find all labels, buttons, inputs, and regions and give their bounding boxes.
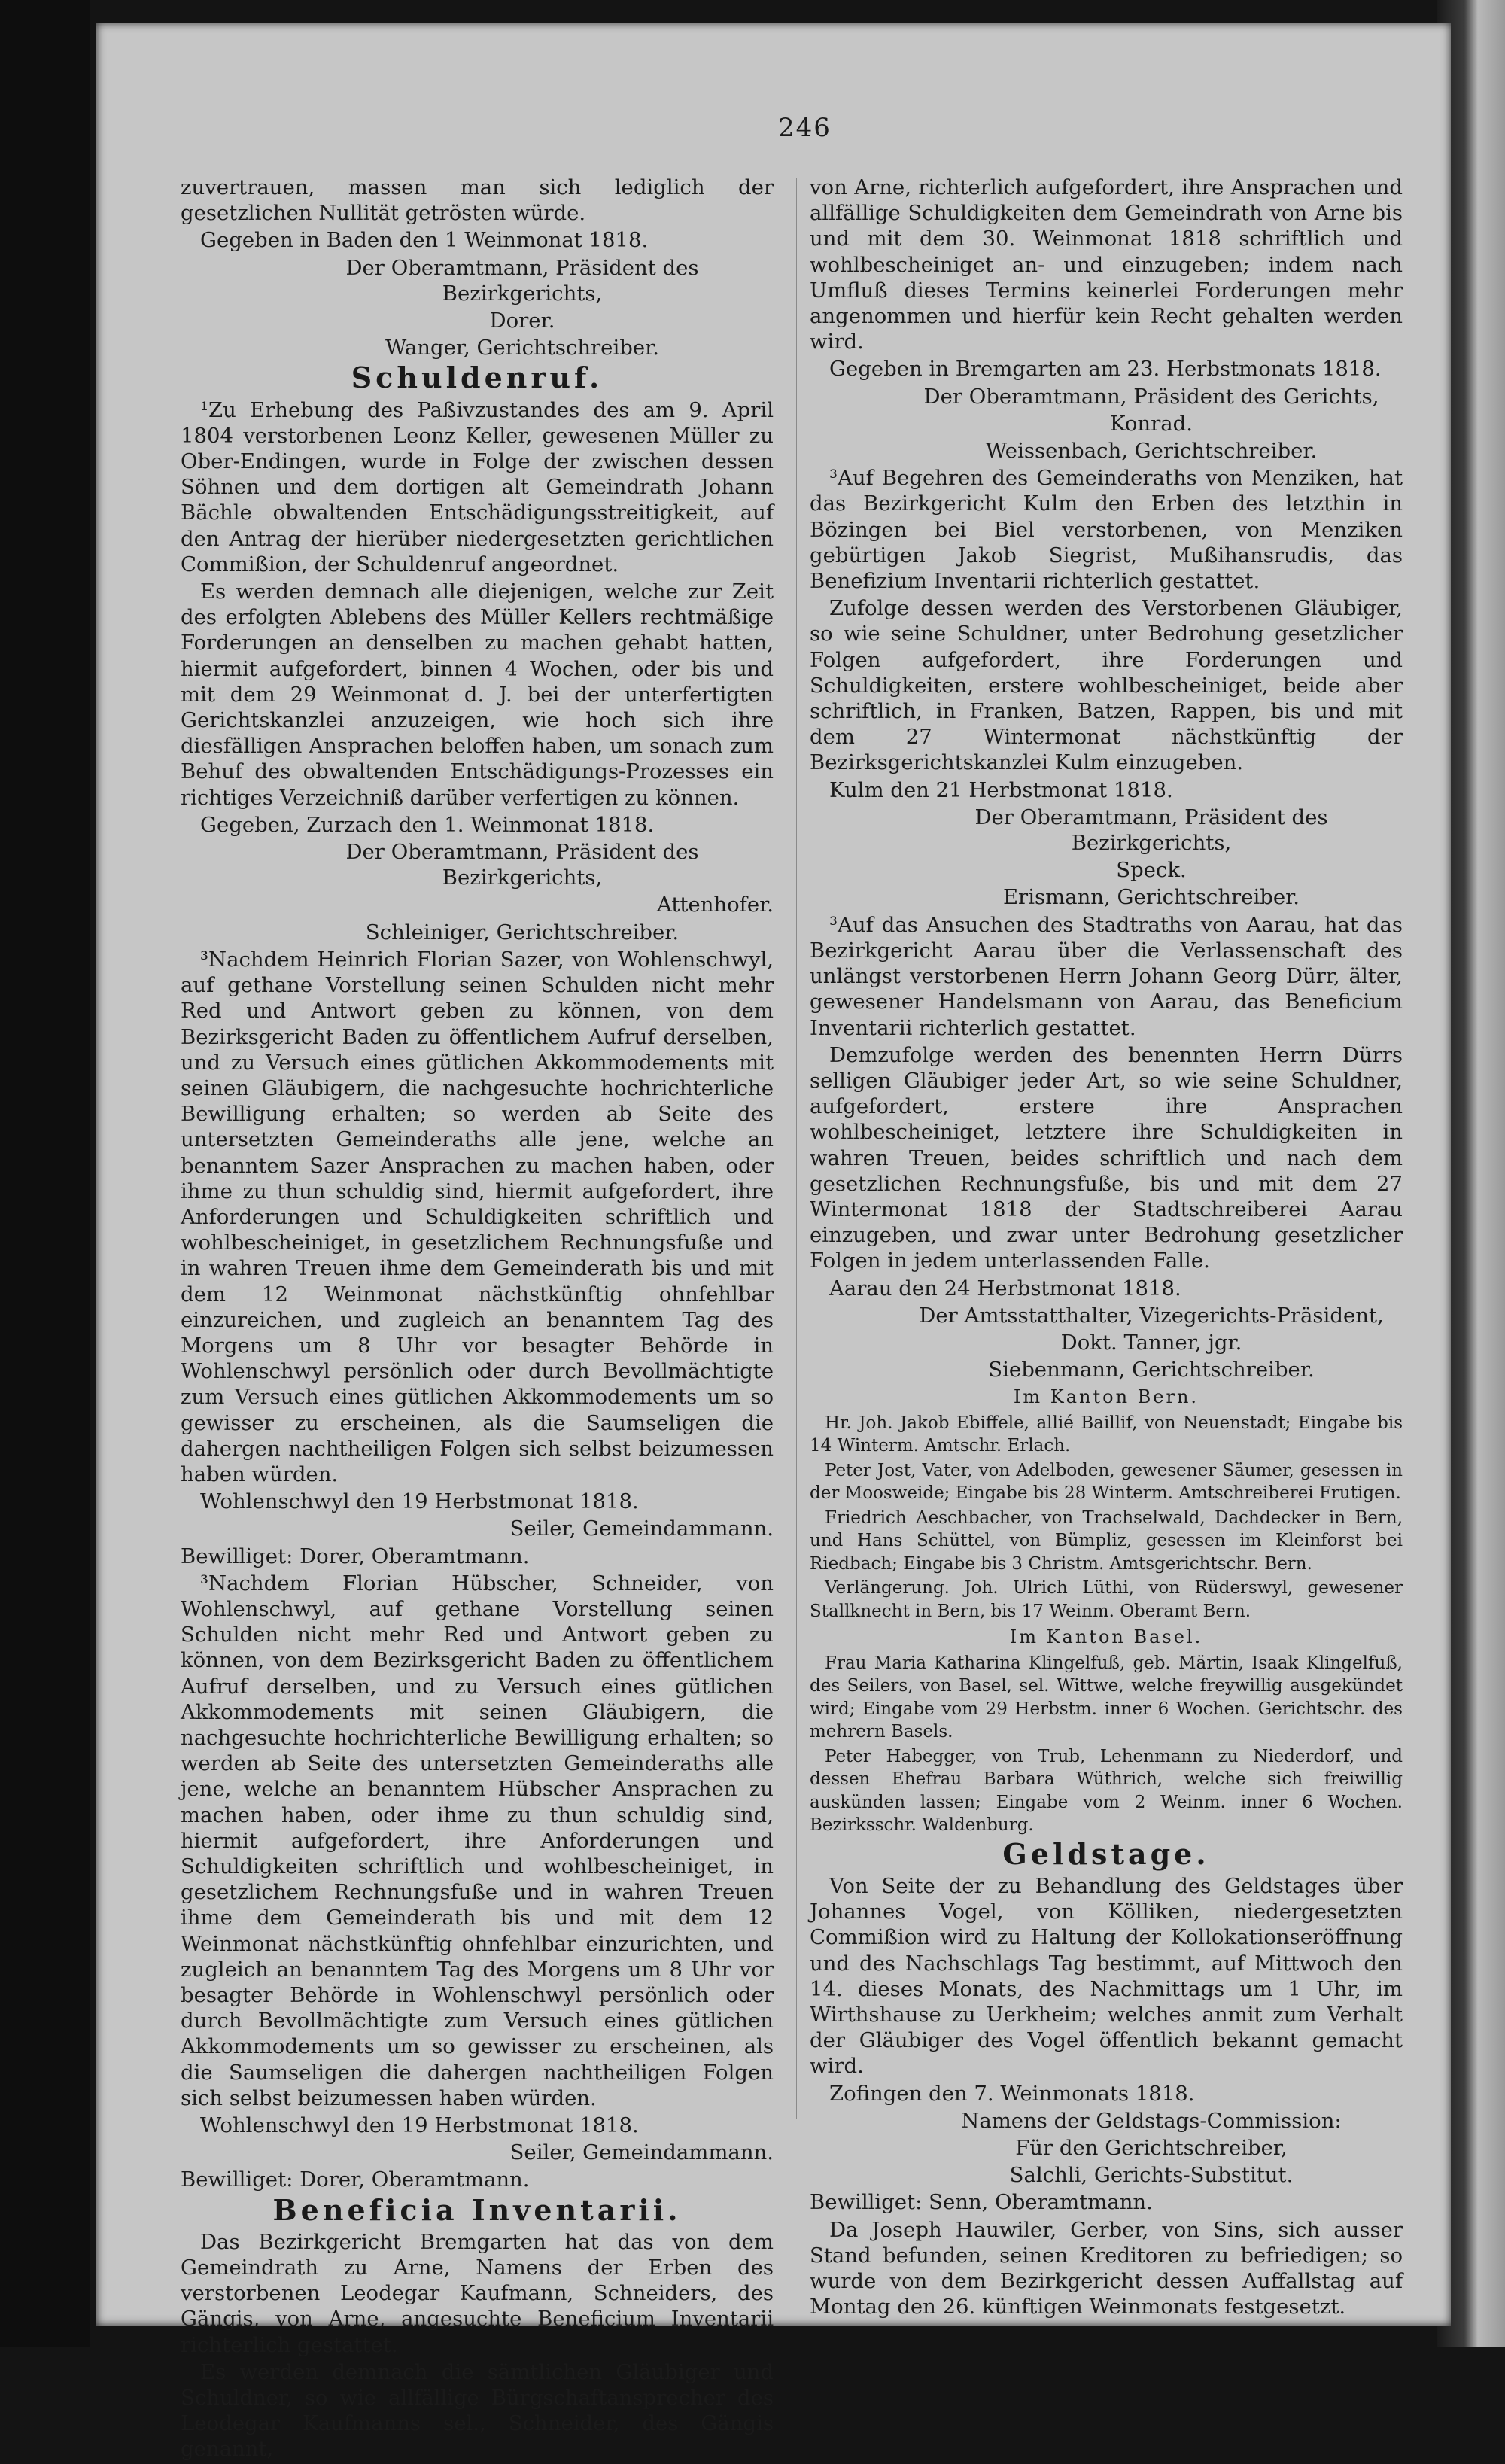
date-line: Gegeben in Baden den 1 Weinmonat 1818. — [200, 228, 649, 253]
section-heading-beneficia: Beneficia Inventarii. — [272, 2192, 682, 2227]
notice-list — [810, 1386, 1403, 1837]
text-paragraph: Demzufolge werden des benennten Herrn Dürrs selligen Gläubiger jeder Art, so wie seine Schuldner, aufgefordert, erstere ihre Ansprachen wohlbescheiniget, letztere ihre Schuldigkeiten in wahren Treuen, beides schriftlich und nach dem gesetzlichen Rechnungsfuße, bis und mit dem 27 Wintermonat 1818 der Stadtschreiberei Aarau einzugeben, und zwar unter Bedrohung gesetzlicher Folgen in jedem unterlassenden Falle. — [810, 1042, 1403, 1273]
text-paragraph: Es werden demnach alle diejenigen, welche zur Zeit des erfolgten Ablebens des Müller Kellers rechtmäßige Forderungen an denselben zu machen gehabt hatten, hiermit aufgefordert, binnen 4 Wochen, oder bis und mit dem 29 Weinmonat d. J. bei der unterfertigten Gerichtskanzlei anzuzeigen, wie hoch sich ihre diesfälligen Ansprachen beloffen haben, um sonach zum Behuf des obwaltenden Entschädigungs-Prozesses ein richtiges Verzeichniß darüber verfertigen zu können. — [181, 579, 774, 810]
signature-clerk: Wanger, Gerichtschreiber. — [385, 336, 659, 360]
approval-line: Bewilliget: Dorer, Oberamtmann. — [181, 1544, 530, 1568]
date-line: Gegeben in Bremgarten am 23. Herbstmonats 1818. — [829, 357, 1382, 382]
date-line: Wohlenschwyl den 19 Herbstmonat 1818. — [200, 2113, 639, 2138]
left-column — [181, 175, 774, 2464]
text-paragraph: Zufolge dessen werden des Verstorbenen Gläubiger, so wie seine Schuldner, unter Bedrohung gesetzlicher Folgen aufgefordert, ihre Forderungen und Schuldigkeiten, erstere wohlbescheiniget, beide aber schriftlich, in Franken, Batzen, Rappen, bis und mit dem 27 Wintermonat nächstkünftig der Bezirksgerichtskanzlei Kulm einzugeben. — [810, 596, 1403, 775]
notice-item: Peter Habegger, von Trub, Lehenmann zu Niederdorf, und dessen Ehefrau Barbara Wüthrich, welche sich freiwillig auskünden lassen; Eingabe vom 2 Weinm. inner 6 Wochen. Bezirksschr. Waldenburg. — [810, 1746, 1403, 1836]
notice-item: Frau Maria Katharina Klingelfuß, geb. Märtin, Isaak Klingelfuß, des Seilers, von Basel, sel. Wittwe, welche freywillig ausgekündet wird; Eingabe vom 29 Herbstm. inner 6 Wochen. Gerichtschr. des mehrern Basels. — [810, 1653, 1403, 1742]
text-paragraph: Das Bezirkgericht Bremgarten hat das von dem Gemeindrath zu Arne, Namens der Erben des verstorbenen Leodegar Kaufmann, Schneiders, des Gängis, von Arne, angesuchte Beneficium Inventarii richterlich gestattet. — [181, 2229, 774, 2357]
text-paragraph: Es werden demnach die sämtlichen Gläubiger und Schuldner, so wie allfällige Bürgschaftansprecher des Leodegar Kaufmanns sel., Schneider, des Gängis genannt, — [181, 2359, 774, 2462]
date-line: Zofingen den 7. Weinmonats 1818. — [829, 2081, 1195, 2106]
notice-item: Friedrich Aeschbacher, von Trachselwald, Dachdecker in Bern, und Hans Schüttel, von Bümpliz, gesessen im Kleinforst bei Riedbach; Eingabe bis 3 Christm. Amtsgerichtschr. Bern. — [810, 1507, 1403, 1574]
signature-line: Der Oberamtmann, Präsident des Bezirkgerichts, — [974, 805, 1328, 856]
text-paragraph: Von Seite der zu Behandlung des Geldstages über Johannes Vogel, von Kölliken, niedergesetzten Commißion wird zu Haltung der Kollokationseröffnung und des Nachschlags Tag bestimmt, auf Mittwoch den 14. dieses Monats, des Nachmittags um 1 Uhr, im Wirthshause zu Uerkheim; welches anmit zum Verhalt der Gläubiger des Vogel öffentlich bekannt gemacht wird. — [810, 1874, 1403, 2079]
canton-subheading-bern: Im Kanton Bern. — [1013, 1386, 1199, 1408]
text-paragraph: ³Auf Begehren des Gemeinderaths von Menziken, hat das Bezirkgericht Kulm den Erben des letzthin in Bözingen bei Biel verstorbenen, von Menziken gebürtigen Jakob Siegrist, Mußihansrudis, das Benefizium Inventarii richterlich gestattet. — [810, 466, 1403, 594]
text-paragraph: ³Nachdem Florian Hübscher, Schneider, von Wohlenschwyl, auf gethane Vorstellung seinen Schulden nicht mehr Red und Antwort geben zu können, von dem Bezirksgericht Baden zu öffentlichem Aufruf derselben, und zu Versuch eines gütlichen Akkommodements mit seinen Gläubigern, die nachgesuchte hochrichterliche Bewilligung erhalten; so werden ab Seite des untersetzten Gemeinderaths alle jene, welche an benanntem Hübscher Ansprachen zu machen haben, oder ihme zu thun schuldig sind, hiermit aufgefordert, ihre Anforderungen und Schuldigkeiten schriftlich und wohlbescheiniget, in gesetzlichem Rechnungsfuße und in wahren Treuen ihme dem Gemeinderath bis und mit dem 12 Weinmonat nächstkünftig ohnfehlbar einzurichten, und zugleich an benanntem Tag des Morgens um 8 Uhr vor besagter Behörde in Wohlenschwyl persönlich oder durch Bevollmächtigte zum Versuch eines gütlichen Akkommodements um so gewisser zu erscheinen, als die Saumseligen die dahergen nachtheiligen Folgen sich selbst beizumessen haben würden. — [181, 1571, 774, 2110]
text-paragraph: ¹Zu Erhebung des Paßivzustandes des am 9. April 1804 verstorbenen Leonz Keller, gewesenen Müller zu Ober-Endingen, wurde in Folge der zwischen dessen Söhnen und dem dortigen alt Gemeindrath Johann Bächle obwaltenden Entschädigungsstreitigkeit, auf den Antrag der hierüber niedergesetzten gerichtlichen Commißion, der Schuldenruf angeordnet. — [181, 397, 774, 576]
text-paragraph: von Arne, richterlich aufgefordert, ihre Ansprachen und allfällige Schuldigkeiten dem Gemeindrath von Arne bis und mit dem 30. Weinmonat 1818 schriftlich und wohlbescheiniget an- und einzugeben; indem nach Umfluß dieses Termins keinerlei Forderungen mehr angenommen und hierfür kein Recht gehalten werden wird. — [810, 175, 1403, 354]
date-line: Kulm den 21 Herbstmonat 1818. — [829, 777, 1173, 802]
signature-name: Konrad. — [1110, 411, 1193, 436]
right-column — [810, 175, 1403, 2322]
signature-name: Dorer. — [489, 309, 555, 333]
signature-name: Speck. — [1116, 858, 1187, 883]
text-paragraph: zuvertrauen, massen man sich lediglich der gesetzlichen Nullität getrösten würde. — [181, 175, 774, 226]
signature-line: Namens der Geldstags-Commission: — [961, 2108, 1342, 2133]
date-line: Wohlenschwyl den 19 Herbstmonat 1818. — [200, 1489, 639, 1514]
signature-name: Dokt. Tanner, jgr. — [1060, 1330, 1242, 1355]
approval-line: Bewilliget: Dorer, Oberamtmann. — [181, 2167, 530, 2192]
section-heading-geldstage: Geldstage. — [1002, 1836, 1210, 1871]
scan-background-left — [0, 0, 90, 2347]
signature-line: Seiler, Gemeindammann. — [509, 2140, 774, 2165]
signature-line: Der Oberamtmann, Präsident des Gerichts, — [923, 384, 1379, 409]
date-line: Aarau den 24 Herbstmonat 1818. — [829, 1276, 1181, 1300]
signature-clerk: Erismann, Gerichtschreiber. — [1002, 885, 1300, 910]
page-number: 246 — [778, 113, 832, 143]
signature-line: Der Amtsstatthalter, Vizegerichts-Präsident, — [919, 1303, 1384, 1328]
text-paragraph: Da Joseph Hauwiler, Gerber, von Sins, sich ausser Stand befunden, seinen Kreditoren zu befriedigen; so wurde von dem Bezirkgericht dessen Auffallstag auf Montag den 26. künftigen Weinmonats festgesetzt. — [810, 2217, 1403, 2320]
signature-clerk: Salchli, Gerichts-Substitut. — [1009, 2163, 1294, 2188]
column-divider — [796, 178, 797, 2119]
notice-item: Verlängerung. Joh. Ulrich Lüthi, von Rüderswyl, gewesener Stallknecht in Bern, bis 17 Weinm. Oberamt Bern. — [810, 1578, 1403, 1621]
signature-clerk: Schleiniger, Gerichtschreiber. — [365, 920, 680, 945]
signature-line: Seiler, Gemeindammann. — [509, 1516, 774, 1541]
signature-clerk: Siebenmann, Gerichtschreiber. — [988, 1358, 1315, 1383]
signature-line: Der Oberamtmann, Präsident des Bezirkgerichts, — [345, 255, 699, 306]
signature-line: Für den Gerichtschreiber, — [1015, 2136, 1288, 2161]
canton-subheading-basel: Im Kanton Basel. — [1009, 1626, 1203, 1648]
signature-clerk: Weissenbach, Gerichtschreiber. — [985, 439, 1318, 464]
approval-line: Bewilliget: Senn, Oberamtmann. — [810, 2190, 1153, 2215]
text-paragraph: ³Auf das Ansuchen des Stadtraths von Aarau, hat das Bezirkgericht Aarau über die Verlassenschaft des unlängst verstorbenen Herrn Johann Georg Dürr, älter, gewesener Handelsmann von Aarau, das Beneficium Inventarii richterlich gestattet. — [810, 912, 1403, 1040]
signature-line: Der Oberamtmann, Präsident des Bezirkgerichts, — [345, 840, 699, 890]
text-paragraph: ³Nachdem Heinrich Florian Sazer, von Wohlenschwyl, auf gethane Vorstellung seinen Schulden nicht mehr Red und Antwort geben zu können, von dem Bezirksgericht Baden zu öffentlichem Aufruf derselben, und zu Versuch eines gütlichen Akkommodements mit seinen Gläubigern, die nachgesuchte hochrichterliche Bewilligung erhalten; so werden ab Seite des untersetzten Gemeinderaths alle jene, welche an benanntem Sazer Ansprachen zu machen haben, oder ihme zu thun schuldig sind, hiermit aufgefordert, ihre Anforderungen und Schuldigkeiten schriftlich und wohlbescheiniget, in gesetzlichem Rechnungsfuße und in wahren Treuen ihme dem Gemeinderath bis und mit dem 12 Weinmonat nächstkünftig ohnfehlbar einzureichen, und zugleich an benanntem Tag des Morgens um 8 Uhr vor besagter Behörde in Wohlenschwyl persönlich oder durch Bevollmächtigte zum Versuch eines gütlichen Akkommodements um so gewisser zu erscheinen, als die Saumseligen die dahergen nachtheiligen Folgen sich selbst beizumessen haben würden. — [181, 947, 774, 1486]
notice-item: Peter Jost, Vater, von Adelboden, gewesener Säumer, gesessen in der Moosweide; Eingabe bis 28 Winterm. Amtschreiberei Frutigen. — [810, 1460, 1403, 1504]
notice-item: Hr. Joh. Jakob Ebiffele, allié Baillif, von Neuenstadt; Eingabe bis 14 Winterm. Amtschr. Erlach. — [810, 1413, 1403, 1456]
date-line: Gegeben, Zurzach den 1. Weinmonat 1818. — [200, 812, 655, 837]
section-heading-schuldenruf: Schuldenruf. — [351, 360, 604, 395]
signature-name: Attenhofer. — [656, 893, 774, 917]
